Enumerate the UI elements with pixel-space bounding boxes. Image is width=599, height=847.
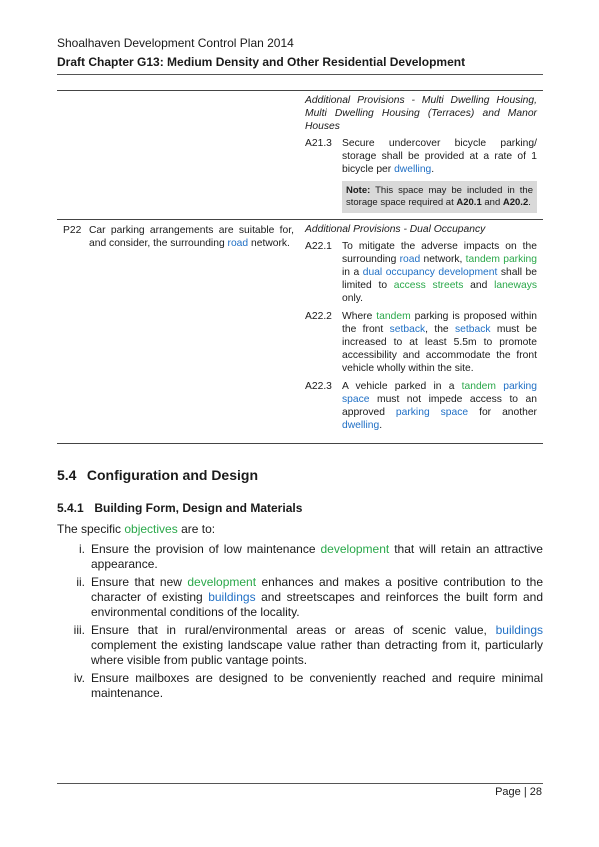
- link-tandem-parking[interactable]: tandem parking: [465, 254, 537, 265]
- performance-criteria-cell: [57, 91, 300, 219]
- list-marker: ii.: [76, 575, 85, 589]
- page-number: Page | 28: [495, 786, 542, 798]
- list-item-text: Ensure that new development enhances and makes a positive contribution to the character of existing buildings and streetscapes and reinforces the built form and environmental conditions of the locality.: [91, 575, 544, 619]
- list-marker: i.: [79, 542, 85, 556]
- list-marker: iii.: [73, 623, 85, 637]
- provision-number: A22.1: [305, 241, 332, 252]
- list-marker: iv.: [73, 671, 85, 685]
- list-item: [57, 575, 543, 620]
- plan-title: Shoalhaven Development Control Plan 2014: [57, 36, 294, 50]
- link-setback[interactable]: setback: [455, 324, 491, 335]
- link-parking-space[interactable]: parking space: [342, 381, 537, 405]
- acceptable-solutions-cell: [300, 91, 543, 219]
- link-access-streets[interactable]: access streets: [393, 280, 464, 291]
- link-setback[interactable]: setback: [389, 324, 426, 335]
- link-laneways[interactable]: laneways: [494, 280, 537, 291]
- provisions-table: [57, 90, 543, 444]
- table-row: [57, 91, 543, 220]
- page-header: [57, 35, 543, 70]
- list-item: [57, 623, 543, 668]
- provision-a21-3: [305, 137, 537, 176]
- footer-rule: [57, 783, 543, 784]
- list-item-text: Ensure mailboxes are designed to be conveniently reached and require minimal maintenance.: [91, 671, 543, 700]
- link-tandem[interactable]: tandem: [376, 311, 411, 322]
- note-box: Note: This space may be included in the storage space required at A20.1 and A20.2.: [342, 181, 537, 213]
- list-item-text: Ensure that in rural/environmental areas or areas of scenic value, buildings complement the existing landscape value rather than detracting from it, particularly where visible from public vantage points.: [91, 623, 543, 667]
- provision-text: Where tandem parking is proposed within the front setback, the setback must be increased to at least 5.5m to promote accessibility and accommodate the front vehicle wholly within the site.: [342, 311, 537, 374]
- subsection-title: Building Form, Design and Materials: [94, 501, 303, 515]
- provision-a22-3: [305, 380, 537, 432]
- objectives-intro: The specific objectives are to:: [57, 522, 216, 536]
- subsection-heading: [57, 501, 302, 515]
- provision-text: A vehicle parked in a tandem parking space must not impede access to an approved parking space for another dwelling.: [342, 381, 537, 431]
- objectives-list: [57, 542, 543, 704]
- link-development[interactable]: development: [187, 575, 257, 589]
- link-dual-occupancy[interactable]: dual occupancy development: [362, 267, 498, 278]
- provision-a22-1: [305, 240, 537, 305]
- link-road[interactable]: road: [227, 238, 249, 249]
- link-tandem[interactable]: tandem: [461, 381, 496, 392]
- header-rule: [57, 74, 543, 75]
- link-dwelling[interactable]: dwelling: [342, 420, 380, 431]
- chapter-title: Draft Chapter G13: Medium Density and Other Residential Development: [57, 55, 466, 69]
- provision-a22-2: [305, 310, 537, 375]
- table-row: [57, 220, 543, 444]
- provision-number: A22.2: [305, 311, 332, 322]
- provision-text: Secure undercover bicycle parking/ storage shall be provided at a rate of 1 bicycle per dwelling.: [342, 138, 537, 175]
- subsection-number: 5.4.1: [57, 501, 84, 515]
- link-buildings[interactable]: buildings: [208, 590, 256, 604]
- link-road[interactable]: road: [399, 254, 421, 265]
- list-item-text: Ensure the provision of low maintenance development that will retain an attractive appearance.: [91, 542, 543, 571]
- section-number: 5.4: [57, 467, 77, 483]
- section-title: Configuration and Design: [86, 467, 258, 483]
- subheading-multi-dwelling: Additional Provisions - Multi Dwelling Housing, Multi Dwelling Housing (Terraces) and Manor Houses: [305, 95, 537, 132]
- provision-number: A22.3: [305, 381, 332, 392]
- link-development[interactable]: development: [320, 542, 390, 556]
- acceptable-solutions-cell: [300, 220, 543, 443]
- performance-criteria-cell: [57, 220, 300, 443]
- link-dwelling[interactable]: dwelling: [394, 164, 432, 175]
- link-objectives[interactable]: objectives: [124, 522, 178, 536]
- performance-criteria-text: Car parking arrangements are suitable for, and consider, the surrounding road network.: [89, 225, 294, 249]
- performance-criteria-number: P22: [63, 225, 82, 236]
- provision-number: A21.3: [305, 138, 332, 149]
- list-item: [57, 542, 543, 572]
- note-label: Note:: [346, 185, 371, 196]
- link-buildings[interactable]: buildings: [495, 623, 543, 637]
- link-parking-space[interactable]: parking space: [395, 407, 469, 418]
- section-heading: [57, 467, 258, 483]
- list-item: [57, 671, 543, 701]
- subheading-dual-occupancy: Additional Provisions - Dual Occupancy: [305, 224, 486, 235]
- provision-text: To mitigate the adverse impacts on the surrounding road network, tandem parking in a dual occupancy development shall be limited to access streets and laneways only.: [342, 241, 537, 304]
